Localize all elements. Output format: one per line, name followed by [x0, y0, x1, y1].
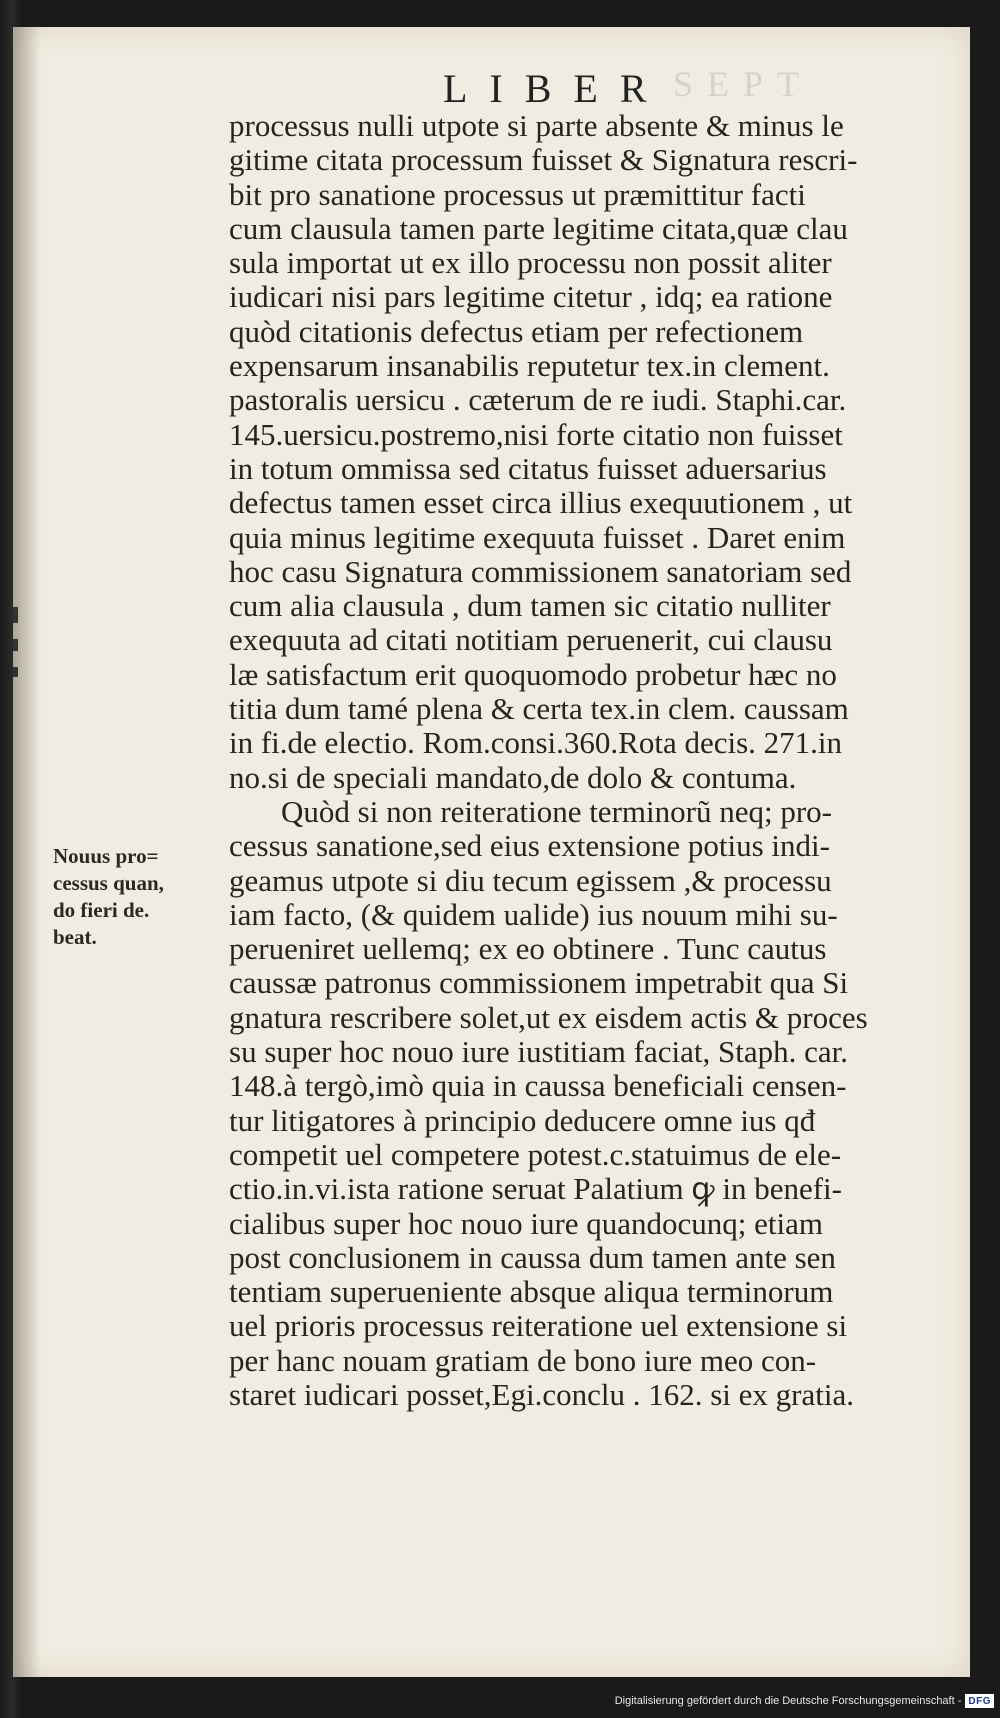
text-line: uel prioris processus reiteratione uel extensione si	[229, 1309, 848, 1344]
text-line: caussæ patronus commissionem impetrabit qua Si	[229, 966, 849, 1001]
text-line: cum clausula tamen parte legitime citata,quæ clau	[229, 211, 848, 246]
text-line: titia dum tamé plena & certa tex.in clem. caussam	[229, 692, 849, 727]
text-line: gitime citata processum fuisset & Signatura rescri-	[229, 143, 858, 178]
text-line: cum alia clausula , dum tamen sic citatio nulliter	[229, 589, 831, 624]
text-line: in totum ommissa sed citatus fuisset aduersarius	[229, 451, 827, 486]
text-line: processus nulli utpote si parte absente & minus le	[229, 109, 844, 143]
edge-mark	[13, 607, 18, 623]
text-line: defectus tamen esset circa illius exequutionem , ut	[229, 486, 853, 521]
text-line: perueniret uellemq; ex eo obtinere . Tunc cautus	[229, 932, 827, 967]
page-spine-shadow	[13, 27, 41, 1677]
text-line: gnatura rescribere solet,ut ex eisdem actis & proces	[229, 1000, 868, 1035]
text-line: tentiam superueniente absque aliqua terminorum	[229, 1275, 834, 1310]
dfg-logo: DFG	[965, 1694, 994, 1708]
text-line: geamus utpote si diu tecum egissem ,& processu	[229, 863, 832, 898]
text-line: per hanc nouam gratiam de bono iure meo con-	[229, 1343, 817, 1378]
text-line: iudicari nisi pars legitime citetur , idq; ea ratione	[229, 280, 833, 315]
text-line: læ satisfactum erit quoquomodo probetur hæc no	[229, 657, 837, 692]
text-line: hoc casu Signatura commissionem sanatoriam sed	[229, 554, 852, 589]
text-line: ctio.in.vi.ista ratione seruat Palatium ꝙ in benefi-	[229, 1172, 842, 1207]
digitization-credit	[615, 1692, 994, 1710]
text-line: 148.à tergò,imò quia in caussa beneficiali censen-	[229, 1069, 847, 1104]
text-line: Quòd si non reiteratione terminorũ neq; pro-	[281, 794, 832, 829]
text-line: in fi.de electio. Rom.consi.360.Rota decis. 271.in	[229, 726, 843, 761]
margin-note-line: do fieri de.	[53, 898, 150, 922]
text-line: iam facto, (& quidem ualide) ius nouum mihi su-	[229, 897, 838, 932]
text-line: exequuta ad citati notitiam peruenerit, cui clausu	[229, 623, 833, 658]
text-line: 145.uersicu.postremo,nisi forte citatio non fuisset	[229, 417, 843, 452]
text-line: staret iudicari posset,Egi.conclu . 162. si ex gratia.	[229, 1377, 854, 1412]
margin-note-line: beat.	[53, 925, 97, 949]
text-line: cialibus super hoc nouo iure quandocunq; etiam	[229, 1206, 824, 1241]
bleed-through-text: SEPT	[673, 64, 814, 104]
text-line: bit pro sanatione processus ut præmittitur facti	[229, 177, 806, 212]
text-line: tur litigatores à principio deducere omne ius qđ	[229, 1103, 816, 1138]
text-line: cessus sanatione,sed eius extensione potius indi-	[229, 829, 830, 864]
text-line: su super hoc nouo iure iustitiam faciat, Staph. car.	[229, 1035, 848, 1070]
edge-mark	[13, 639, 18, 651]
text-line: post conclusionem in caussa dum tamen ante sen	[229, 1240, 836, 1275]
credit-text: Digitalisierung gefördert durch die Deutsche Forschungsgemeinschaft -	[614, 1695, 962, 1707]
running-head: LIBER	[443, 66, 669, 111]
text-line: quòd citationis defectus etiam per refectionem	[229, 314, 804, 349]
text-line: no.si de speciali mandato,de dolo & contuma.	[229, 760, 797, 795]
text-line: sula importat ut ex illo processu non possit aliter	[229, 246, 832, 281]
text-line: pastoralis uersicu . cæterum de re iudi. Staphi.car.	[229, 383, 847, 418]
margin-note-line: cessus quan,	[53, 871, 164, 895]
text-line: quia minus legitime exequuta fuisset . Daret enim	[229, 520, 846, 555]
body-text	[229, 109, 964, 1412]
edge-mark	[13, 667, 18, 677]
margin-note	[53, 843, 228, 951]
margin-note-line: Nouus pro=	[53, 844, 159, 868]
book-page	[13, 27, 970, 1677]
text-line: expensarum insanabilis reputetur tex.in clement.	[229, 349, 830, 384]
text-line: competit uel competere potest.c.statuimus de ele-	[229, 1137, 842, 1172]
